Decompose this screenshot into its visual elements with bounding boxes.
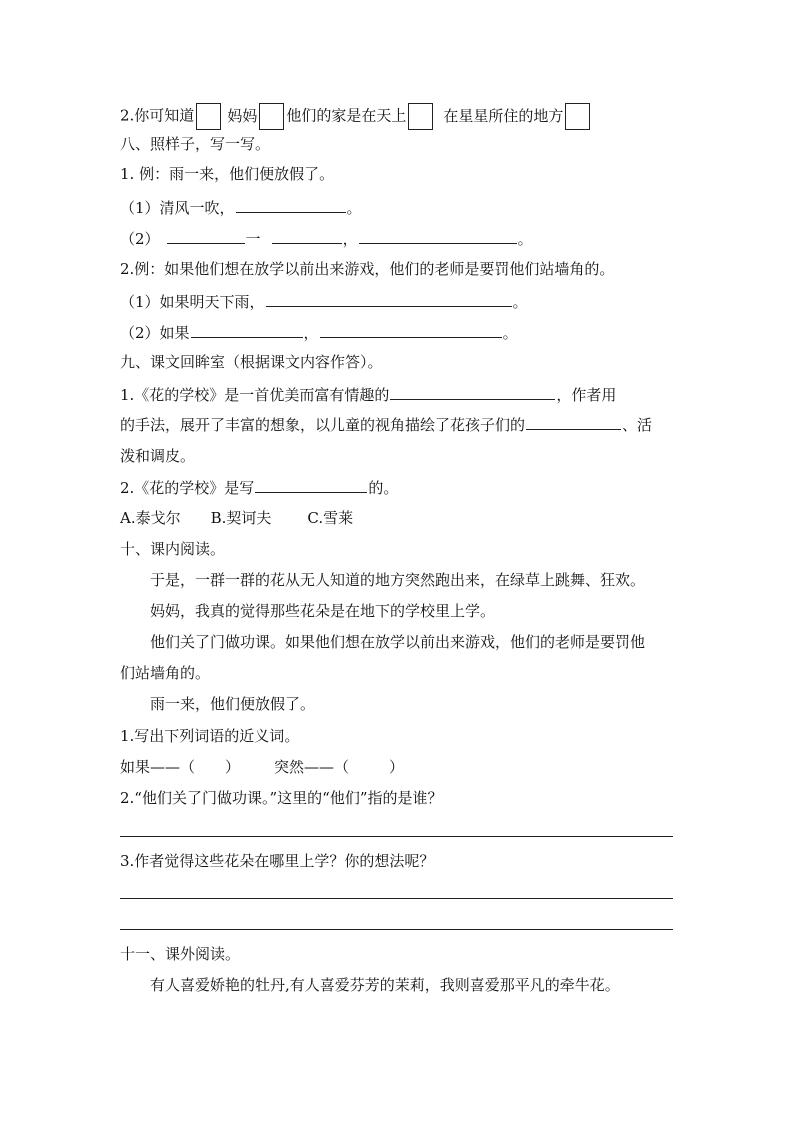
- question-text: 妈妈: [227, 106, 258, 125]
- question-text: 1.写出下列词语的近义词。: [120, 727, 300, 745]
- question-text: 他们的家是在天上: [286, 106, 407, 125]
- answer-box[interactable]: [565, 103, 590, 130]
- answer-blank[interactable]: [167, 228, 245, 244]
- question-text: 2.你可知道: [120, 106, 195, 125]
- example-sentence: 1. 例：雨一来，他们便放假了。: [120, 165, 335, 183]
- fill-line: 1.《花的学校》是一首优美而富有情趣的 ，作者用: [120, 386, 617, 404]
- reading-paragraph-cont: 们站墙角的。: [120, 664, 211, 682]
- punctuation-question: [120, 103, 592, 130]
- answer-blank[interactable]: [266, 291, 512, 307]
- option-a[interactable]: A.泰戈尔: [120, 509, 181, 527]
- section-title: 八、照样子，写一写。: [120, 135, 271, 153]
- reading-paragraph: 于是，一群一群的花从无人知道的地方突然跑出来，在绿草上跳舞、狂欢。: [150, 571, 646, 589]
- choice-options: [120, 508, 353, 528]
- example-sentence: 2.例：如果他们想在放学以前出来游戏，他们的老师是要罚他们站墙角的。: [120, 260, 615, 278]
- answer-box[interactable]: [408, 103, 433, 130]
- fill-line: （1）清风一吹， 。: [120, 199, 362, 217]
- answer-box[interactable]: [259, 103, 284, 130]
- question-text: 在星星所住的地方: [443, 106, 564, 125]
- reading-paragraph: 妈妈，我真的觉得那些花朵是在地下的学校里上学。: [150, 602, 496, 620]
- question-text: 泼和调皮。: [120, 447, 196, 465]
- answer-blank[interactable]: [236, 197, 346, 213]
- option-c[interactable]: C.雪莱: [307, 509, 354, 527]
- fill-line: （2）如果 ， 。: [120, 324, 518, 342]
- answer-blank[interactable]: [255, 477, 367, 493]
- answer-blank[interactable]: [526, 414, 621, 430]
- fill-line: 2.《花的学校》是写 的。: [120, 479, 399, 497]
- answer-blank[interactable]: [359, 228, 517, 244]
- section-title: 九、课文回眸室（根据课文内容作答）。: [120, 353, 383, 371]
- synonym-line: 如果——（ ） 突然——（ ）: [120, 758, 405, 776]
- question-text: 3.作者觉得这些花朵在哪里上学？你的想法呢？: [120, 852, 435, 870]
- fill-line: 的手法，展开了丰富的想象，以儿童的视角描绘了花孩子们的 、活: [120, 416, 653, 434]
- section-title: 十、课内阅读。: [120, 540, 226, 558]
- answer-blank[interactable]: [320, 322, 502, 338]
- answer-line[interactable]: [120, 898, 673, 899]
- reading-paragraph: 他们关了门做功课。如果他们想在放学以前出来游戏，他们的老师是要罚他: [150, 633, 646, 651]
- fill-line: （2） 一 ， 。: [120, 230, 533, 248]
- answer-box[interactable]: [196, 103, 221, 130]
- section-title: 十一、课外阅读。: [120, 945, 241, 963]
- answer-line[interactable]: [120, 836, 673, 837]
- question-text: 2.“他们关了门做功课。”这里的“他们”指的是谁？: [120, 789, 443, 807]
- answer-line[interactable]: [120, 929, 673, 930]
- answer-blank[interactable]: [272, 228, 342, 244]
- reading-paragraph: 有人喜爱娇艳的牡丹,有人喜爱芬芳的茉莉，我则喜爱那平凡的牵牛花。: [150, 976, 620, 994]
- fill-line: （1）如果明天下雨， 。: [120, 293, 528, 311]
- option-b[interactable]: B.契诃夫: [210, 509, 272, 527]
- answer-blank[interactable]: [390, 384, 555, 400]
- answer-blank[interactable]: [191, 322, 303, 338]
- reading-paragraph: 雨一来，他们便放假了。: [150, 695, 316, 713]
